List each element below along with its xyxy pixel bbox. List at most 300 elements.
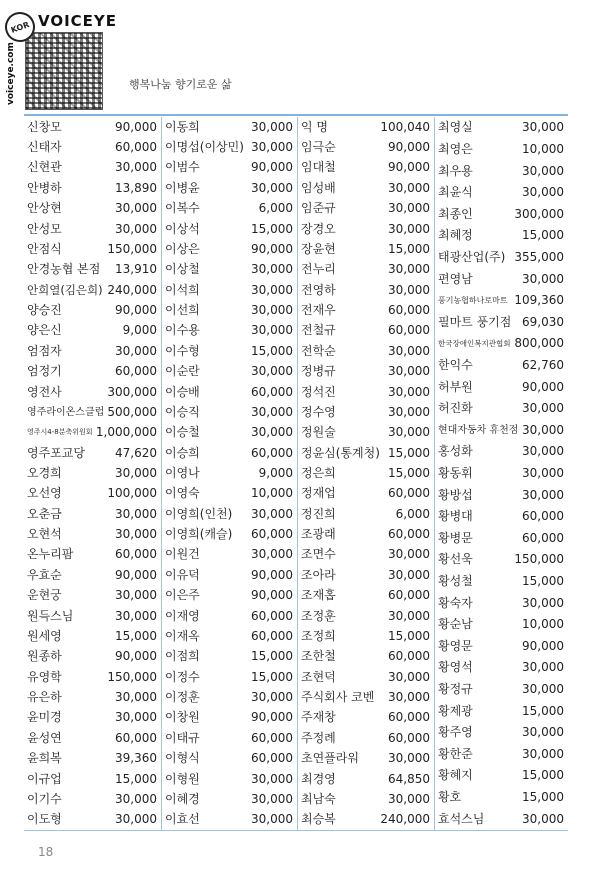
donation-amount: 30,000 [115,791,157,806]
donor-name: 이형식 [165,751,200,766]
donation-amount: 90,000 [388,160,430,175]
donor-name: 황호 [438,790,462,805]
donor-entry [162,463,297,484]
donation-amount: 30,000 [115,466,157,480]
donor-name: 황병대 [438,509,473,524]
donor-name: 윤미경 [27,710,62,725]
donation-amount: 30,000 [251,262,293,277]
donation-amount: 47,620 [115,445,157,460]
donor-name: 홍성화 [438,444,473,459]
donor-name: 조면수 [301,547,336,562]
donor-entry [435,355,568,376]
donor-name: 윤성연 [27,730,62,745]
donation-amount: 90,000 [251,588,293,603]
donor-name: 이태규 [165,730,200,745]
donation-amount: 15,000 [522,768,564,783]
donor-name: 주정례 [301,730,336,745]
donor-name: 임성배 [301,180,336,195]
donor-entry [435,290,568,311]
donor-entry [162,280,297,301]
donor-entry [435,139,568,160]
donation-amount: 30,000 [251,282,293,297]
donor-name: 이승배 [165,384,200,399]
donation-amount: 69,030 [522,314,564,329]
donation-amount: 1,000,000 [95,425,157,440]
donor-entry [435,117,568,138]
donation-amount: 60,000 [251,751,293,766]
donor-name: 이정훈 [165,690,200,705]
brand-logo-text: VOICEYE [38,12,118,30]
donor-entry [24,280,161,301]
donor-name: 이석희 [165,282,200,297]
donor-name: 한익수 [438,357,473,372]
donation-amount: 30,000 [115,608,157,623]
donation-amount: 30,000 [388,547,430,562]
donor-name: 우효순 [27,567,62,582]
donor-name: 현대자동차 휴천점 [438,424,519,436]
donor-entry [162,157,297,178]
donor-entry [298,585,434,606]
donation-amount: 30,000 [115,690,157,705]
donation-amount: 15,000 [251,221,293,236]
donation-amount: 30,000 [388,567,430,582]
donation-amount: 30,000 [115,201,157,216]
donor-entry [162,300,297,321]
donor-entry [298,402,434,423]
donation-amount: 15,000 [522,790,564,805]
donation-amount: 240,000 [107,282,157,297]
donor-entry [24,422,161,443]
donor-name: 안병하 [27,180,62,195]
donor-entry [162,178,297,199]
donor-name: 황숙자 [438,595,473,610]
donor-entry [24,809,161,830]
donor-name: 이기수 [27,791,62,806]
donor-name: 영주시4-8분축위원회 [27,428,93,437]
donation-amount: 30,000 [115,343,157,358]
donation-amount: 30,000 [251,425,293,440]
donor-entry [435,787,568,808]
donor-name: 이동희 [165,119,200,134]
donation-amount: 30,000 [388,425,430,440]
donation-amount: 9,000 [258,466,293,480]
donor-entry [162,748,297,769]
donor-name: 이선희 [165,303,200,318]
donor-name: 장윤현 [301,241,336,256]
donor-entry [298,259,434,280]
donor-entry [298,198,434,219]
donor-entry [435,549,568,570]
donation-amount: 90,000 [251,160,293,175]
donor-entry [162,728,297,749]
donor-name: 전누리 [301,262,336,277]
donation-amount: 30,000 [388,791,430,806]
donation-amount: 6,000 [395,506,430,521]
donor-entry [24,259,161,280]
donor-entry [298,463,434,484]
donor-name: 영전사 [27,384,62,399]
donor-name: 안성모 [27,221,62,236]
donor-entry [298,137,434,158]
donor-entry [298,483,434,504]
donor-name: 조아라 [301,567,336,582]
donor-name: 엄점자 [27,343,62,358]
donor-name: 이정수 [165,669,200,684]
donation-amount: 13,910 [115,262,157,277]
donor-name: 황정규 [438,682,473,697]
donor-name: 이도형 [27,812,62,827]
donor-name: 이승직 [165,404,200,419]
donation-amount: 30,000 [388,751,430,766]
donor-name: 엄정기 [27,364,62,379]
donor-entry [162,402,297,423]
donation-amount: 300,000 [514,206,564,221]
donor-entry [435,809,568,830]
donation-amount: 800,000 [514,336,564,351]
donation-amount: 150,000 [107,241,157,256]
donor-name: 원종하 [27,649,62,664]
donor-name: 조광래 [301,527,336,542]
donor-entry [435,420,568,441]
donation-amount: 60,000 [115,547,157,562]
donation-amount: 30,000 [115,588,157,603]
donor-name: 정수영 [301,404,336,419]
donation-amount: 60,000 [388,303,430,318]
donation-amount: 30,000 [251,547,293,562]
side-url-text: voiceye.com [6,42,16,105]
donation-amount: 60,000 [388,730,430,745]
donation-amount: 30,000 [115,221,157,236]
donation-amount: 15,000 [115,628,157,643]
donation-amount: 90,000 [115,119,157,134]
donor-entry [435,441,568,462]
donation-amount: 13,890 [115,180,157,195]
donor-name: 이영희(캐슬) [165,527,233,542]
donor-column-2 [161,117,297,830]
donor-entry [24,585,161,606]
donor-entry [162,707,297,728]
donation-amount: 30,000 [522,271,564,286]
donation-amount: 30,000 [251,140,293,155]
donor-entry [298,524,434,545]
donor-name: 이혜경 [165,791,200,806]
donor-name: 황방섭 [438,487,473,502]
donation-amount: 30,000 [388,201,430,216]
donor-name: 이복수 [165,201,200,216]
donor-name: 유영학 [27,669,62,684]
donation-amount: 60,000 [115,364,157,379]
donor-entry [435,398,568,419]
donation-amount: 60,000 [251,608,293,623]
donor-name: 오선영 [27,486,62,501]
donor-name: 편영남 [438,271,473,286]
donor-name: 정석진 [301,384,336,399]
donation-amount: 30,000 [388,690,430,705]
donor-entry [435,571,568,592]
donor-entry [162,422,297,443]
page-header [0,0,602,120]
donor-entry [435,485,568,506]
donor-name: 이유덕 [165,567,200,582]
donor-name: 태광산업(주) [438,249,506,264]
donor-entry [435,744,568,765]
donor-column-3 [297,117,434,830]
donation-amount: 60,000 [522,509,564,524]
donation-amount: 30,000 [251,180,293,195]
donor-entry [162,239,297,260]
donor-name: 이명섭(이상민) [165,140,244,155]
donor-entry [298,239,434,260]
donor-name: 이승철 [165,425,200,440]
donor-entry [162,606,297,627]
donation-amount: 15,000 [251,343,293,358]
donor-entry [298,646,434,667]
donor-name: 윤희복 [27,751,62,766]
donation-amount: 15,000 [522,574,564,589]
donor-entry [298,178,434,199]
kor-badge-icon: KOR [1,8,39,46]
donor-name: 이형원 [165,771,200,786]
donor-entry [162,117,297,138]
donation-amount: 30,000 [115,710,157,725]
donor-entry [162,219,297,240]
donor-entry [24,606,161,627]
donor-entry [435,657,568,678]
donation-amount: 30,000 [251,303,293,318]
donor-name: 황선욱 [438,552,473,567]
donation-amount: 64,850 [388,771,430,786]
donation-amount: 15,000 [388,628,430,643]
donor-name: 황제광 [438,703,473,718]
donor-name: 정은희 [301,466,336,480]
donor-entry [24,117,161,138]
donor-name: 주식회사 코벤 [301,690,375,705]
donation-amount: 30,000 [115,527,157,542]
donor-name: 풍기농협하나로마트 [438,296,508,306]
donor-name: 이점희 [165,649,200,664]
donation-amount: 30,000 [115,160,157,175]
donation-amount: 30,000 [522,811,564,826]
donor-name: 신태자 [27,140,62,155]
donor-entry [24,137,161,158]
donation-amount: 30,000 [388,262,430,277]
donor-name: 이승희 [165,445,200,460]
donor-entry [162,769,297,790]
donor-name: 임준규 [301,201,336,216]
donation-amount: 30,000 [251,791,293,806]
donor-name: 정병규 [301,364,336,379]
donation-amount: 109,360 [514,293,564,308]
donation-amount: 30,000 [522,466,564,480]
donor-entry [24,463,161,484]
donor-entry [435,701,568,722]
donation-amount: 240,000 [380,812,430,827]
donor-name: 이상철 [165,262,200,277]
donor-entry [162,198,297,219]
donor-entry [24,504,161,525]
donor-entry [435,679,568,700]
donation-amount: 100,000 [107,486,157,501]
donation-amount: 500,000 [107,404,157,419]
donation-amount: 30,000 [251,364,293,379]
donor-entry [24,178,161,199]
donor-entry [24,157,161,178]
donor-name: 정원술 [301,425,336,440]
donation-amount: 60,000 [251,445,293,460]
donation-amount: 30,000 [522,444,564,459]
donor-name: 황순남 [438,617,473,632]
donation-amount: 30,000 [388,608,430,623]
donor-name: 조재홉 [301,588,336,603]
donor-name: 이영숙 [165,486,200,501]
donation-amount: 15,000 [251,669,293,684]
page-number: 18 [38,845,54,859]
donor-entry [162,361,297,382]
donor-entry [162,320,297,341]
donor-name: 최영실 [438,120,473,135]
donation-amount: 90,000 [388,140,430,155]
donor-name: 이은주 [165,588,200,603]
donor-name: 황동휘 [438,466,473,480]
donor-entry [24,687,161,708]
donation-amount: 30,000 [115,506,157,521]
donation-amount: 30,000 [388,364,430,379]
donor-name: 정재업 [301,486,336,501]
donor-entry [162,585,297,606]
donor-entry [162,667,297,688]
donation-amount: 30,000 [522,725,564,740]
donor-name: 전재우 [301,303,336,318]
donation-amount: 39,360 [115,751,157,766]
donor-name: 영주포교당 [27,445,85,460]
donor-name: 임극순 [301,140,336,155]
donor-entry [298,341,434,362]
donor-entry [298,219,434,240]
donor-name: 최남숙 [301,791,336,806]
donor-name: 황영석 [438,660,473,675]
donor-name: 장경오 [301,221,336,236]
donor-entry [435,463,568,484]
donor-entry [24,667,161,688]
donation-amount: 60,000 [115,140,157,155]
donation-amount: 62,760 [522,357,564,372]
donor-entry [24,524,161,545]
donor-name: 이수용 [165,323,200,338]
donor-name: 양승진 [27,303,62,318]
donor-name: 유은하 [27,690,62,705]
donor-name: 이원건 [165,547,200,562]
donation-amount: 30,000 [251,812,293,827]
donor-entry [24,707,161,728]
donor-entry [435,247,568,268]
donor-entry [435,506,568,527]
donor-entry [435,182,568,203]
donor-entry [24,402,161,423]
donor-column-4 [434,117,568,830]
donor-column-1 [24,117,161,830]
donor-name: 필마트 풍기점 [438,314,512,329]
donor-entry [24,748,161,769]
page-subtitle: 행복나눔 향기로운 삶 [129,78,232,91]
donor-entry [435,204,568,225]
donor-name: 신현관 [27,160,62,175]
donation-amount: 10,000 [522,141,564,156]
donation-amount: 90,000 [251,567,293,582]
top-divider [24,114,568,116]
donor-entry [298,667,434,688]
donor-entry [298,707,434,728]
donation-amount: 150,000 [107,669,157,684]
donor-entry [298,117,434,138]
donor-entry [24,483,161,504]
donor-entry [24,443,161,464]
donation-amount: 30,000 [388,282,430,297]
donor-entry [24,789,161,810]
donor-entry [162,809,297,830]
donation-amount: 9,000 [122,323,157,338]
donation-amount: 30,000 [522,746,564,761]
donation-amount: 30,000 [522,401,564,416]
donor-entry [162,259,297,280]
donor-name: 효석스님 [438,811,485,826]
donation-amount: 60,000 [251,384,293,399]
donor-entry [435,333,568,354]
donor-entry [298,504,434,525]
donation-amount: 30,000 [388,180,430,195]
donor-entry [24,198,161,219]
donor-entry [435,161,568,182]
donor-entry [162,789,297,810]
donor-name: 전철규 [301,323,336,338]
donation-amount: 90,000 [251,241,293,256]
donor-name: 이규업 [27,771,62,786]
donor-name: 최윤식 [438,185,473,200]
donor-table [24,117,568,831]
donation-amount: 30,000 [522,660,564,675]
donor-entry [162,565,297,586]
donor-name: 이상석 [165,221,200,236]
donor-name: 황영문 [438,638,473,653]
donation-amount: 30,000 [388,669,430,684]
donor-entry [435,593,568,614]
donor-name: 양은신 [27,323,62,338]
donor-entry [162,341,297,362]
donor-entry [24,728,161,749]
donation-amount: 10,000 [251,486,293,501]
donor-entry [24,646,161,667]
donation-amount: 15,000 [522,703,564,718]
donor-entry [24,544,161,565]
donation-amount: 30,000 [522,163,564,178]
donor-entry [24,320,161,341]
donor-name: 운현궁 [27,588,62,603]
donation-amount: 300,000 [107,384,157,399]
donor-name: 조현덕 [301,669,336,684]
donor-entry [298,606,434,627]
donor-name: 신창모 [27,119,62,134]
donation-amount: 30,000 [251,771,293,786]
donation-amount: 30,000 [251,323,293,338]
donor-entry [298,809,434,830]
donation-amount: 15,000 [251,649,293,664]
donation-amount: 60,000 [388,649,430,664]
donation-amount: 30,000 [522,682,564,697]
donation-amount: 90,000 [522,379,564,394]
donor-name: 이재옥 [165,628,200,643]
donor-name: 이효선 [165,812,200,827]
donor-entry [435,636,568,657]
donor-name: 안상현 [27,201,62,216]
